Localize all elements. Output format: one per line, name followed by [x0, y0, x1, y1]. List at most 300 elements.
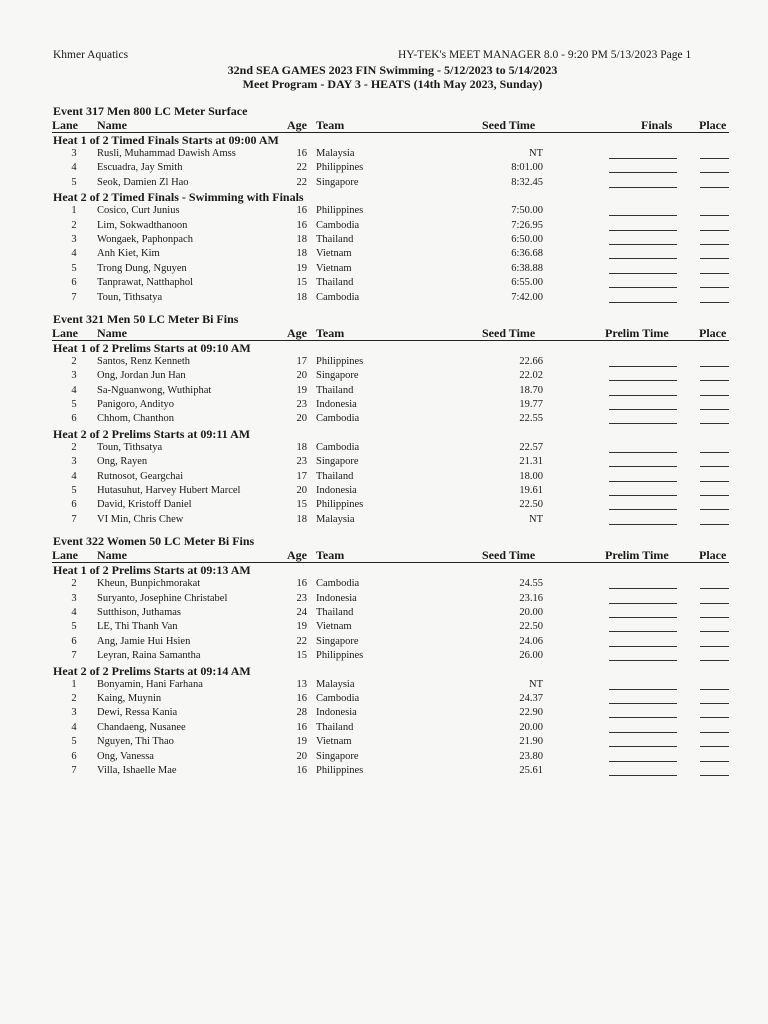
event-title-text: Event 321 Men 50 LC Meter Bi Fins: [53, 311, 239, 326]
team-header: Team: [316, 118, 345, 132]
team-name: Indonesia: [316, 592, 357, 604]
seed-time: 24.06: [519, 635, 543, 647]
result-header: Finals: [641, 118, 673, 132]
place-blank-line: [700, 172, 729, 173]
result-blank-line: [609, 524, 677, 525]
place-blank-line: [700, 703, 729, 704]
entry-row: [0, 398, 768, 412]
lane-number: 3: [71, 456, 77, 468]
place-blank-line: [700, 603, 729, 604]
seed-time: NT: [529, 148, 543, 159]
event-block: [0, 312, 768, 527]
lane-number: 6: [71, 750, 77, 762]
team-name: Singapore: [316, 456, 359, 468]
lane-number: 6: [71, 499, 77, 511]
swimmer-age: 18: [296, 513, 307, 525]
lane-number: 5: [71, 736, 77, 748]
entry-row: [0, 750, 768, 764]
result-blank-line: [609, 495, 677, 496]
team-name: Philippines: [316, 650, 364, 662]
lane-number: 2: [71, 578, 77, 590]
entry-row: [0, 577, 768, 591]
seed-time: 21.31: [519, 456, 543, 468]
swimmer-age: 22: [296, 635, 307, 647]
team-name: Indonesia: [316, 399, 357, 411]
place-blank-line: [700, 732, 729, 733]
seed-time-header: Seed Time: [482, 548, 536, 563]
lane-number: 6: [71, 413, 77, 425]
result-blank-line: [609, 703, 677, 704]
swimmer-name: Toun, Tithsatya: [97, 291, 163, 303]
place-blank-line: [700, 631, 729, 632]
swimmer-name: Nguyen, Thi Thao: [97, 736, 174, 748]
heat-title: [0, 341, 768, 355]
result-blank-line: [609, 395, 677, 396]
team-header: Team: [316, 548, 345, 563]
swimmer-name: LE, Thi Thanh Van: [97, 621, 178, 633]
column-header-row: [52, 118, 729, 133]
heat-title-text: Heat 1 of 2 Prelims Starts at 09:13 AM: [53, 563, 251, 578]
place-blank-line: [700, 761, 729, 762]
swimmer-age: 28: [296, 707, 307, 719]
place-blank-line: [700, 617, 729, 618]
swimmer-age: 16: [296, 148, 307, 159]
result-header: Prelim Time: [605, 548, 669, 563]
place-blank-line: [700, 409, 729, 410]
place-blank-line: [700, 273, 729, 274]
place-blank-line: [700, 230, 729, 231]
place-blank-line: [700, 717, 729, 718]
result-header: Prelim Time: [605, 325, 669, 340]
swimmer-name: Hutasuhut, Harvey Hubert Marcel: [97, 485, 241, 497]
entry-row: [0, 233, 768, 247]
result-blank-line: [609, 452, 677, 453]
swimmer-name: Ong, Rayen: [97, 456, 148, 468]
place-blank-line: [700, 495, 729, 496]
swimmer-age: 23: [296, 399, 307, 411]
seed-time: 22.50: [519, 499, 543, 511]
team-name: Malaysia: [316, 148, 355, 159]
lane-number: 3: [71, 370, 77, 382]
meet-subtitle: Meet Program - DAY 3 - HEATS (14th May 2023, Sunday): [242, 77, 543, 91]
seed-time: 7:42.00: [511, 291, 543, 303]
result-blank-line: [609, 689, 677, 690]
lane-number: 2: [71, 441, 77, 453]
lane-number: 2: [71, 355, 77, 367]
swimmer-age: 19: [296, 736, 307, 748]
result-blank-line: [609, 746, 677, 747]
result-blank-line: [609, 172, 677, 173]
swimmer-name: Escuadra, Jay Smith: [97, 162, 183, 174]
event-block: [0, 534, 768, 778]
result-blank-line: [609, 660, 677, 661]
age-header: Age: [287, 118, 307, 132]
seed-time: 18.00: [519, 470, 543, 482]
event-title-text: Event 322 Women 50 LC Meter Bi Fins: [53, 534, 255, 549]
swimmer-name: Santos, Renz Kenneth: [97, 355, 191, 367]
place-blank-line: [700, 187, 729, 188]
place-header: Place: [699, 325, 727, 340]
heat-title: [0, 133, 768, 147]
team-name: Vietnam: [316, 248, 352, 260]
team-name: Singapore: [316, 635, 359, 647]
swimmer-age: 13: [296, 678, 307, 690]
place-blank-line: [700, 660, 729, 661]
team-name: Singapore: [316, 750, 359, 762]
seed-time: 18.70: [519, 384, 543, 396]
entry-row: [0, 498, 768, 512]
swimmer-age: 22: [296, 162, 307, 174]
seed-time-header: Seed Time: [482, 118, 536, 132]
swimmer-name: Leyran, Raina Samantha: [97, 650, 201, 662]
team-name: Cambodia: [316, 291, 360, 303]
swimmer-name: Sutthison, Juthamas: [97, 606, 182, 618]
lane-number: 1: [71, 678, 77, 690]
entry-row: [0, 276, 768, 290]
place-blank-line: [700, 746, 729, 747]
lane-number: 4: [71, 384, 77, 396]
place-blank-line: [700, 244, 729, 245]
swimmer-age: 16: [296, 219, 307, 231]
event-title-text: Event 317 Men 800 LC Meter Surface: [53, 104, 248, 118]
organization-name: Khmer Aquatics: [53, 49, 129, 61]
seed-time: 21.90: [519, 736, 543, 748]
entry-row: [0, 513, 768, 527]
swimmer-name: Anh Kiet, Kim: [97, 248, 160, 260]
swimmer-age: 20: [296, 370, 307, 382]
swimmer-name: Kaing, Muynin: [97, 692, 162, 704]
team-name: Vietnam: [316, 736, 352, 748]
result-blank-line: [609, 230, 677, 231]
place-blank-line: [700, 689, 729, 690]
result-blank-line: [609, 187, 677, 188]
seed-time: 22.55: [519, 413, 543, 425]
swimmer-age: 15: [296, 499, 307, 511]
place-blank-line: [700, 466, 729, 467]
lane-number: 7: [71, 513, 77, 525]
result-blank-line: [609, 775, 677, 776]
result-blank-line: [609, 732, 677, 733]
team-name: Thailand: [316, 606, 354, 618]
team-name: Philippines: [316, 162, 364, 174]
seed-time: 24.55: [519, 578, 543, 590]
lane-number: 4: [71, 606, 77, 618]
team-name: Thailand: [316, 721, 354, 733]
result-blank-line: [609, 380, 677, 381]
lane-number: 4: [71, 470, 77, 482]
event-title: [0, 312, 768, 326]
swimmer-name: Cosico, Curt Junius: [97, 205, 180, 217]
seed-time: 8:01.00: [511, 162, 543, 174]
lane-number: 5: [71, 399, 77, 411]
result-blank-line: [609, 409, 677, 410]
seed-time: 19.61: [519, 485, 543, 497]
team-name: Cambodia: [316, 413, 360, 425]
result-blank-line: [609, 302, 677, 303]
software-stamp: HY-TEK's MEET MANAGER 8.0 - 9:20 PM 5/13/2023 Page 1: [398, 49, 692, 61]
place-blank-line: [700, 775, 729, 776]
swimmer-age: 18: [296, 248, 307, 260]
entry-row: [0, 219, 768, 233]
swimmer-name: Bonyamin, Hani Farhana: [97, 678, 203, 690]
heat-title-text: Heat 1 of 2 Timed Finals Starts at 09:00 AM: [53, 133, 279, 147]
team-header: Team: [316, 325, 345, 340]
event-block: [0, 104, 768, 305]
swimmer-age: 17: [296, 470, 307, 482]
swimmer-name: Rutnosot, Geargchai: [97, 470, 184, 482]
swimmer-name: Kheun, Bunpichmorakat: [97, 578, 201, 590]
team-name: Philippines: [316, 205, 364, 217]
heat-title: [0, 190, 768, 204]
seed-time: 22.50: [519, 621, 543, 633]
swimmer-name: David, Kristoff Daniel: [97, 499, 192, 511]
swimmer-name: Chandaeng, Nusanee: [97, 721, 186, 733]
lane-number: 7: [71, 764, 77, 776]
seed-time-header: Seed Time: [482, 325, 536, 340]
lane-number: 3: [71, 592, 77, 604]
place-blank-line: [700, 588, 729, 589]
name-header: Name: [97, 548, 127, 563]
place-blank-line: [700, 380, 729, 381]
place-blank-line: [700, 481, 729, 482]
seed-time: 22.90: [519, 707, 543, 719]
seed-time: 6:38.88: [511, 262, 543, 274]
entry-row: [0, 441, 768, 455]
entry-row: [0, 247, 768, 261]
place-blank-line: [700, 158, 729, 159]
lane-number: 6: [71, 635, 77, 647]
team-name: Thailand: [316, 384, 354, 396]
place-blank-line: [700, 423, 729, 424]
team-name: Cambodia: [316, 578, 360, 590]
seed-time: 7:26.95: [511, 219, 543, 231]
event-title: [0, 534, 768, 548]
entry-row: [0, 147, 768, 161]
heat-title-text: Heat 2 of 2 Prelims Starts at 09:11 AM: [53, 426, 251, 441]
seed-time: 20.00: [519, 721, 543, 733]
heat-title-text: Heat 2 of 2 Prelims Starts at 09:14 AM: [53, 663, 251, 678]
team-name: Philippines: [316, 499, 364, 511]
event-title: [0, 104, 768, 118]
seed-time: 6:36.68: [511, 248, 543, 260]
name-header: Name: [97, 325, 127, 340]
swimmer-age: 20: [296, 750, 307, 762]
lane-number: 7: [71, 291, 77, 303]
swimmer-age: 23: [296, 456, 307, 468]
entry-row: [0, 369, 768, 383]
swimmer-age: 16: [296, 692, 307, 704]
swimmer-name: Sa-Nguanwong, Wuthiphat: [97, 384, 212, 396]
lane-number: 1: [71, 205, 77, 217]
column-header-row: [52, 548, 729, 563]
entry-row: [0, 455, 768, 469]
swimmer-age: 17: [296, 355, 307, 367]
place-blank-line: [700, 452, 729, 453]
entry-row: [0, 291, 768, 305]
entry-row: [0, 470, 768, 484]
team-name: Singapore: [316, 176, 359, 188]
heat-title: [0, 664, 768, 678]
team-name: Thailand: [316, 277, 354, 289]
team-name: Thailand: [316, 233, 354, 245]
column-header-row: [52, 326, 729, 341]
swimmer-age: 19: [296, 621, 307, 633]
swimmer-name: Villa, Ishaelle Mae: [97, 764, 177, 776]
entry-row: [0, 176, 768, 190]
swimmer-age: 24: [296, 606, 307, 618]
heat-title-text: Heat 1 of 2 Prelims Starts at 09:10 AM: [53, 340, 251, 355]
result-blank-line: [609, 466, 677, 467]
team-name: Cambodia: [316, 441, 360, 453]
seed-time: 26.00: [519, 650, 543, 662]
lane-header: Lane: [52, 548, 79, 563]
team-name: Cambodia: [316, 219, 360, 231]
swimmer-age: 16: [296, 764, 307, 776]
swimmer-age: 20: [296, 485, 307, 497]
meet-title: 32nd SEA GAMES 2023 FIN Swimming - 5/12/2023 to 5/14/2023: [227, 63, 558, 77]
result-blank-line: [609, 244, 677, 245]
swimmer-name: Dewi, Ressa Kania: [97, 707, 178, 719]
result-blank-line: [609, 588, 677, 589]
swimmer-age: 16: [296, 721, 307, 733]
place-blank-line: [700, 646, 729, 647]
result-blank-line: [609, 423, 677, 424]
heat-title: [0, 563, 768, 577]
seed-time: 23.16: [519, 592, 543, 604]
swimmer-age: 20: [296, 413, 307, 425]
heat-title-text: Heat 2 of 2 Timed Finals - Swimming with Finals: [53, 190, 304, 205]
place-blank-line: [700, 287, 729, 288]
place-blank-line: [700, 258, 729, 259]
lane-number: 5: [71, 621, 77, 633]
entry-row: [0, 412, 768, 426]
swimmer-age: 19: [296, 384, 307, 396]
swimmer-age: 23: [296, 592, 307, 604]
lane-number: 4: [71, 721, 77, 733]
team-name: Cambodia: [316, 692, 360, 704]
team-name: Vietnam: [316, 262, 352, 274]
place-blank-line: [700, 366, 729, 367]
swimmer-age: 15: [296, 650, 307, 662]
team-name: Thailand: [316, 470, 354, 482]
seed-time: 7:50.00: [511, 205, 543, 217]
result-blank-line: [609, 215, 677, 216]
lane-number: 4: [71, 162, 77, 174]
team-name: Philippines: [316, 355, 364, 367]
lane-number: 7: [71, 650, 77, 662]
result-blank-line: [609, 631, 677, 632]
lane-number: 3: [71, 707, 77, 719]
lane-header: Lane: [52, 118, 79, 132]
swimmer-name: Tanprawat, Natthaphol: [97, 277, 194, 289]
team-name: Philippines: [316, 764, 364, 776]
swimmer-age: 22: [296, 176, 307, 188]
swimmer-name: Rusli, Muhammad Dawish Amss: [97, 148, 236, 159]
team-name: Indonesia: [316, 485, 357, 497]
place-header: Place: [699, 118, 727, 132]
lane-number: 5: [71, 485, 77, 497]
lane-number: 2: [71, 692, 77, 704]
lane-number: 3: [71, 233, 77, 245]
entry-row: [0, 735, 768, 749]
swimmer-name: Suryanto, Josephine Christabel: [97, 592, 228, 604]
entry-row: [0, 721, 768, 735]
swimmer-name: Ang, Jamie Hui Hsien: [97, 635, 191, 647]
swimmer-age: 16: [296, 205, 307, 217]
team-name: Indonesia: [316, 707, 357, 719]
swimmer-name: Trong Dung, Nguyen: [97, 262, 187, 274]
entry-row: [0, 355, 768, 369]
result-blank-line: [609, 509, 677, 510]
age-header: Age: [287, 325, 307, 340]
swimmer-age: 19: [296, 262, 307, 274]
entry-row: [0, 620, 768, 634]
entry-row: [0, 649, 768, 663]
lane-number: 2: [71, 219, 77, 231]
seed-time: NT: [529, 513, 543, 525]
entry-row: [0, 384, 768, 398]
entry-row: [0, 262, 768, 276]
events-list: [0, 104, 768, 785]
seed-time: 20.00: [519, 606, 543, 618]
swimmer-age: 18: [296, 233, 307, 245]
seed-time: 22.02: [519, 370, 543, 382]
lane-number: 5: [71, 262, 77, 274]
entry-row: [0, 678, 768, 692]
team-name: Vietnam: [316, 621, 352, 633]
entry-row: [0, 635, 768, 649]
swimmer-age: 16: [296, 578, 307, 590]
seed-time: 6:50.00: [511, 233, 543, 245]
entry-row: [0, 484, 768, 498]
swimmer-age: 15: [296, 277, 307, 289]
seed-time: 24.37: [519, 692, 543, 704]
seed-time: 22.57: [519, 441, 543, 453]
entry-row: [0, 764, 768, 778]
swimmer-name: Panigoro, Andityo: [97, 399, 175, 411]
entry-row: [0, 606, 768, 620]
seed-time: 6:55.00: [511, 277, 543, 289]
place-blank-line: [700, 215, 729, 216]
seed-time: 23.80: [519, 750, 543, 762]
entry-row: [0, 592, 768, 606]
swimmer-name: Lim, Sokwadthanoon: [97, 219, 188, 231]
swimmer-name: Wongaek, Paphonpach: [97, 233, 193, 245]
swimmer-name: Ong, Vanessa: [97, 750, 154, 762]
entry-row: [0, 692, 768, 706]
lane-number: 5: [71, 176, 77, 188]
swimmer-name: VI Min, Chris Chew: [97, 513, 184, 525]
swimmer-name: Seok, Damien Zl Hao: [97, 176, 189, 188]
lane-number: 3: [71, 148, 77, 159]
place-header: Place: [699, 548, 727, 563]
result-blank-line: [609, 287, 677, 288]
seed-time: 8:32.45: [511, 176, 543, 188]
team-name: Malaysia: [316, 678, 355, 690]
place-blank-line: [700, 524, 729, 525]
result-blank-line: [609, 761, 677, 762]
place-blank-line: [700, 302, 729, 303]
result-blank-line: [609, 617, 677, 618]
lane-header: Lane: [52, 325, 79, 340]
result-blank-line: [609, 273, 677, 274]
name-header: Name: [97, 118, 127, 132]
age-header: Age: [287, 548, 307, 563]
place-blank-line: [700, 395, 729, 396]
seed-time: 19.77: [519, 399, 543, 411]
result-blank-line: [609, 258, 677, 259]
entry-row: [0, 161, 768, 175]
